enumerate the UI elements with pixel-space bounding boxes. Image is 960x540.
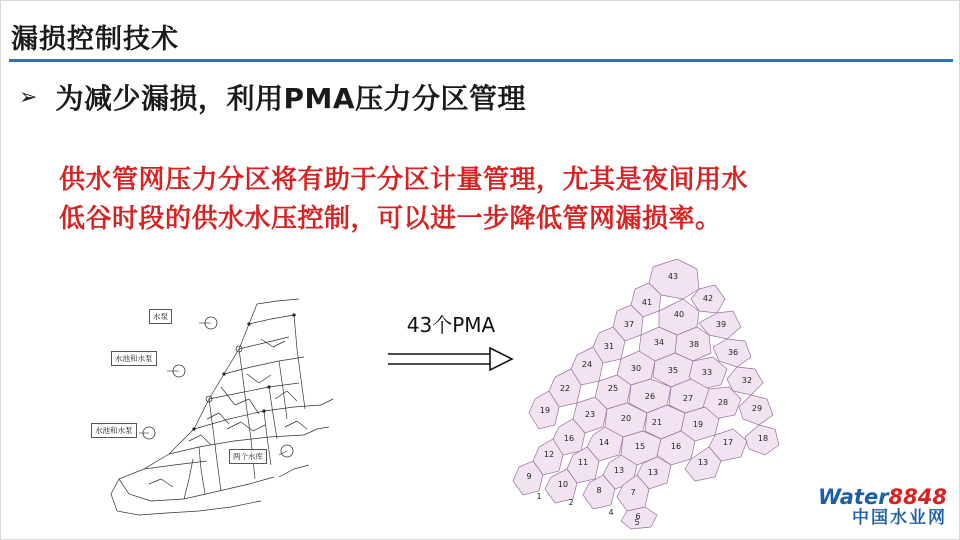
callout-reservoir-pump-1: 水池和水泵	[111, 351, 157, 366]
svg-text:32: 32	[741, 376, 753, 385]
svg-text:14: 14	[598, 438, 610, 447]
svg-text:21: 21	[651, 418, 663, 427]
svg-text:18: 18	[757, 434, 769, 443]
svg-text:37: 37	[623, 320, 635, 329]
svg-text:38: 38	[688, 340, 700, 349]
svg-text:12: 12	[543, 450, 555, 459]
pipe-network-figure	[89, 279, 349, 519]
svg-text:36: 36	[727, 348, 739, 357]
svg-text:2: 2	[568, 498, 574, 507]
svg-text:7: 7	[630, 488, 636, 497]
pma-zone-map-figure	[501, 249, 801, 534]
watermark	[818, 485, 947, 529]
highlight-paragraph	[59, 161, 929, 239]
svg-text:17: 17	[722, 438, 734, 447]
svg-text:10: 10	[557, 480, 569, 489]
svg-text:6: 6	[635, 512, 641, 521]
svg-text:29: 29	[751, 404, 763, 413]
svg-text:39: 39	[715, 320, 727, 329]
svg-text:26: 26	[644, 392, 656, 401]
double-line-right-arrow-icon	[386, 346, 516, 372]
svg-text:30: 30	[630, 364, 642, 373]
svg-text:43: 43	[667, 272, 679, 281]
callout-two-reservoirs: 两个水库	[229, 449, 267, 464]
svg-text:19: 19	[539, 406, 551, 415]
svg-text:25: 25	[607, 384, 619, 393]
highlight-paragraph-line-2: 低谷时段的供水水压控制，可以进一步降低管网漏损率。	[59, 204, 722, 234]
svg-text:13: 13	[613, 466, 625, 475]
svg-text:23: 23	[584, 410, 596, 419]
svg-text:13: 13	[647, 468, 659, 477]
svg-text:8: 8	[596, 486, 602, 495]
svg-text:27: 27	[682, 394, 694, 403]
bullet-text: 为减少漏损，利用PMA压力分区管理	[55, 82, 526, 115]
highlight-paragraph-line-1: 供水管网压力分区将有助于分区计量管理，尤其是夜间用水	[59, 165, 749, 195]
svg-text:16: 16	[670, 442, 682, 451]
callout-reservoir-pump-2: 水池和水泵	[91, 423, 137, 438]
svg-text:42: 42	[702, 294, 714, 303]
svg-text:24: 24	[581, 360, 593, 369]
watermark-number: 8848	[888, 485, 947, 510]
svg-text:4: 4	[608, 508, 614, 517]
svg-text:13: 13	[697, 458, 709, 467]
arrow-label: 43个PMA	[406, 313, 496, 337]
svg-text:40: 40	[673, 310, 685, 319]
svg-text:33: 33	[701, 368, 713, 377]
pipe-network-svg	[89, 279, 349, 519]
svg-text:1: 1	[536, 492, 542, 501]
svg-text:31: 31	[603, 342, 615, 351]
page-title: 漏损控制技术	[11, 24, 179, 55]
svg-text:20: 20	[620, 414, 632, 423]
svg-text:5: 5	[634, 518, 640, 527]
watermark-line-2: 中国水业网	[852, 508, 947, 529]
callout-pump: 水泵	[149, 309, 172, 324]
svg-text:19: 19	[692, 420, 704, 429]
svg-text:28: 28	[717, 398, 729, 407]
svg-text:34: 34	[653, 338, 665, 347]
svg-text:15: 15	[634, 442, 646, 451]
svg-text:16: 16	[563, 434, 575, 443]
svg-text:22: 22	[559, 384, 571, 393]
watermark-brand: Water	[818, 485, 889, 510]
svg-text:11: 11	[577, 458, 589, 467]
watermark-line-1	[818, 485, 947, 509]
svg-text:9: 9	[526, 472, 532, 481]
bullet-row	[19, 77, 526, 117]
svg-text:41: 41	[641, 298, 653, 307]
pma-zone-map-svg	[501, 249, 801, 534]
bullet-arrow-icon: ➢	[19, 84, 38, 109]
title-divider	[9, 59, 953, 62]
transition-arrow-block	[386, 309, 516, 377]
svg-text:35: 35	[667, 366, 679, 375]
